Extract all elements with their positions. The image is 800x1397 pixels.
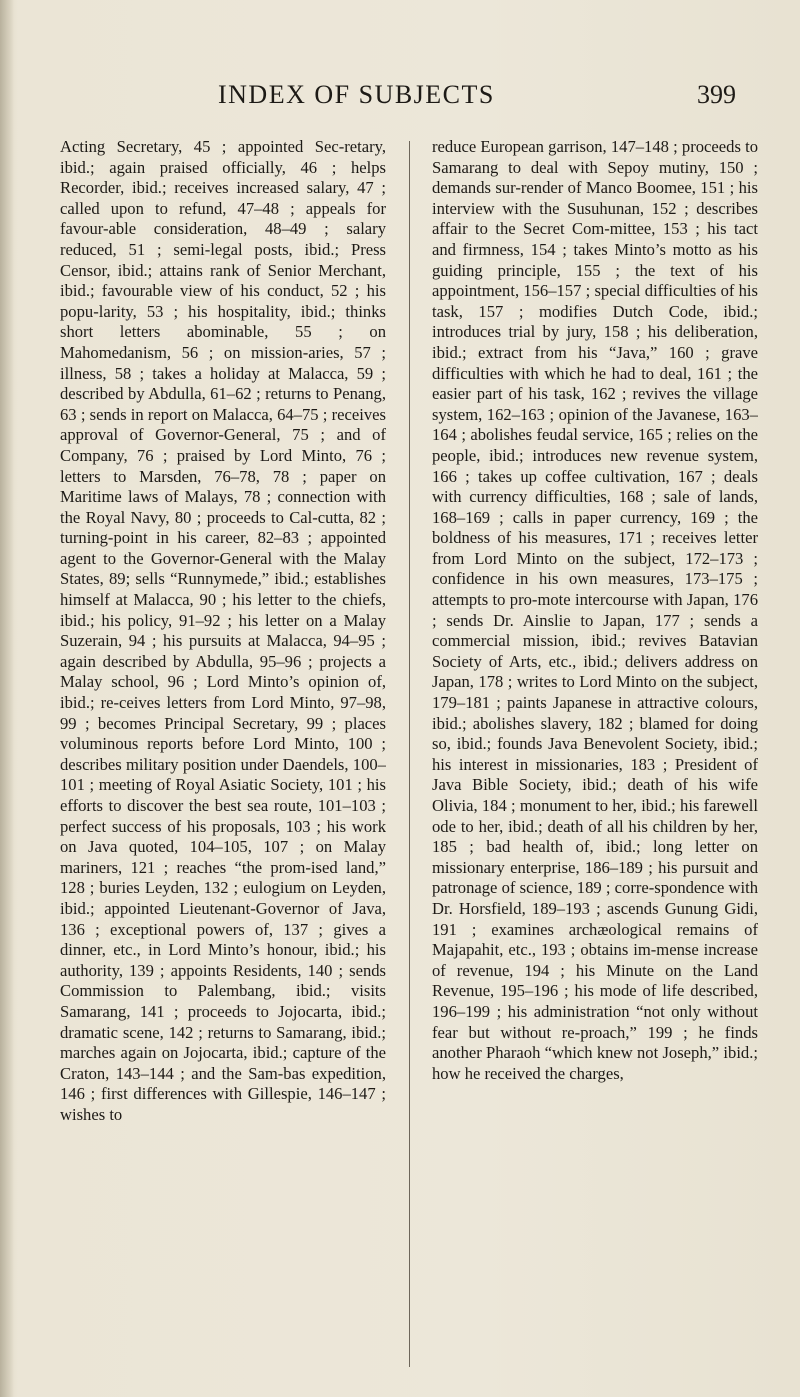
- column-divider: [409, 141, 410, 1367]
- running-title: INDEX OF SUBJECTS: [218, 80, 495, 109]
- index-columns: [60, 137, 758, 1367]
- running-header: [0, 80, 800, 120]
- page-number: 399: [697, 80, 736, 109]
- page-binding-shadow: [0, 0, 14, 1397]
- index-column-right: reduce European garrison, 147–148 ; proceeds to Samarang to deal with Sepoy mutiny, 150 ; demands sur-render of Manco Boomee, 151 ; his interview with the Susuhunan, 152 ; describes affair to the Secret Com-mittee, 153 ; his tact and firmness, 154 ; takes Minto’s motto as his guiding principle, 155 ; the text of his appointment, 156–157 ; special difficulties of his task, 157 ; modifies Dutch Code, ibid.; introduces trial by jury, 158 ; his deliberation, ibid.; extract from his “Java,” 160 ; grave difficulties with which he had to deal, 161 ; the easier part of his task, 162 ; revives the village system, 162–163 ; opinion of the Javanese, 163–164 ; abolishes feudal service, 165 ; relies on the people, ibid.; introduces new revenue system, 166 ; takes up coffee cultivation, 167 ; deals with currency difficulties, 168 ; sale of lands, 168–169 ; calls in paper currency, 169 ; the boldness of his measures, 171 ; receives letter from Lord Minto on the subject, 172–173 ; confidence in his own measures, 173–175 ; attempts to pro-mote intercourse with Japan, 176 ; sends Dr. Ainslie to Japan, 177 ; sends a commercial mission, ibid.; revives Batavian Society of Arts, etc., ibid.; delivers address on Japan, 178 ; writes to Lord Minto on the subject, 179–181 ; paints Japanese in attractive colours, ibid.; abolishes slavery, 182 ; blamed for doing so, ibid.; founds Java Benevolent Society, ibid.; his interest in missionaries, 183 ; President of Java Bible Society, ibid.; death of his wife Olivia, 184 ; monument to her, ibid.; his farewell ode to her, ibid.; death of all his children by her, 185 ; bad health of, ibid.; long letter on missionary enterprise, 186–189 ; his pursuit and patronage of science, 189 ; corre-spondence with Dr. Horsfield, 189–193 ; ascends Gunung Gidi, 191 ; examines archæological remains of Majapahit, etc., 193 ; obtains im-mense increase of revenue, 194 ; his Minute on the Land Revenue, 195–196 ; his mode of life described, 196–199 ; his administration “not only without fear but without re-proach,” 199 ; he finds another Pharaoh “which knew not Joseph,” ibid.; how he received the charges,: [432, 137, 758, 1083]
- index-column-left: Acting Secretary, 45 ; appointed Sec-retary, ibid.; again praised officially, 46 ; helps Recorder, ibid.; receives increased salary, 47 ; called upon to refund, 47–48 ; appeals for favour-able consideration, 48–49 ; salary reduced, 51 ; semi-legal posts, ibid.; Press Censor, ibid.; attains rank of Senior Merchant, ibid.; favourable view of his conduct, 52 ; his popu-larity, 53 ; his hospitality, ibid.; thinks short letters abominable, 55 ; on Mahomedanism, 56 ; on mission-aries, 57 ; illness, 58 ; takes a holiday at Malacca, 59 ; described by Abdulla, 61–62 ; returns to Penang, 63 ; sends in report on Malacca, 64–75 ; receives approval of Governor-General, 75 ; and of Company, 76 ; praised by Lord Minto, 76 ; letters to Marsden, 76–78, 78 ; paper on Maritime laws of Malays, 78 ; connection with the Royal Navy, 80 ; proceeds to Cal-cutta, 82 ; turning-point in his career, 82–83 ; appointed agent to the Governor-General with the Malay States, 89; sells “Runnymede,” ibid.; establishes himself at Malacca, 90 ; his letter to the chiefs, ibid.; his policy, 91–92 ; his letter on a Malay Suzerain, 94 ; his pursuits at Malacca, 94–95 ; again described by Abdulla, 95–96 ; projects a Malay school, 96 ; Lord Minto’s opinion of, ibid.; re-ceives letters from Lord Minto, 97–98, 99 ; becomes Principal Secretary, 99 ; places voluminous reports before Lord Minto, 100 ; describes military position under Daendels, 100–101 ; meeting of Royal Asiatic Society, 101 ; his efforts to discover the best sea route, 101–103 ; perfect success of his proposals, 103 ; his work on Java quoted, 104–105, 107 ; on Malay mariners, 121 ; reaches “the prom-ised land,” 128 ; buries Leyden, 132 ; eulogium on Leyden, ibid.; appointed Lieutenant-Governor of Java, 136 ; exceptional powers of, 137 ; gives a dinner, etc., in Lord Minto’s honour, ibid.; his authority, 139 ; appoints Residents, 140 ; sends Commission to Palembang, ibid.; visits Samarang, 141 ; proceeds to Jojocarta, ibid.; dramatic scene, 142 ; returns to Samarang, ibid.; marches again on Jojocarta, ibid.; capture of the Craton, 143–144 ; and the Sam-bas expedition, 146 ; first differences with Gillespie, 146–147 ; wishes to: [60, 137, 386, 1124]
